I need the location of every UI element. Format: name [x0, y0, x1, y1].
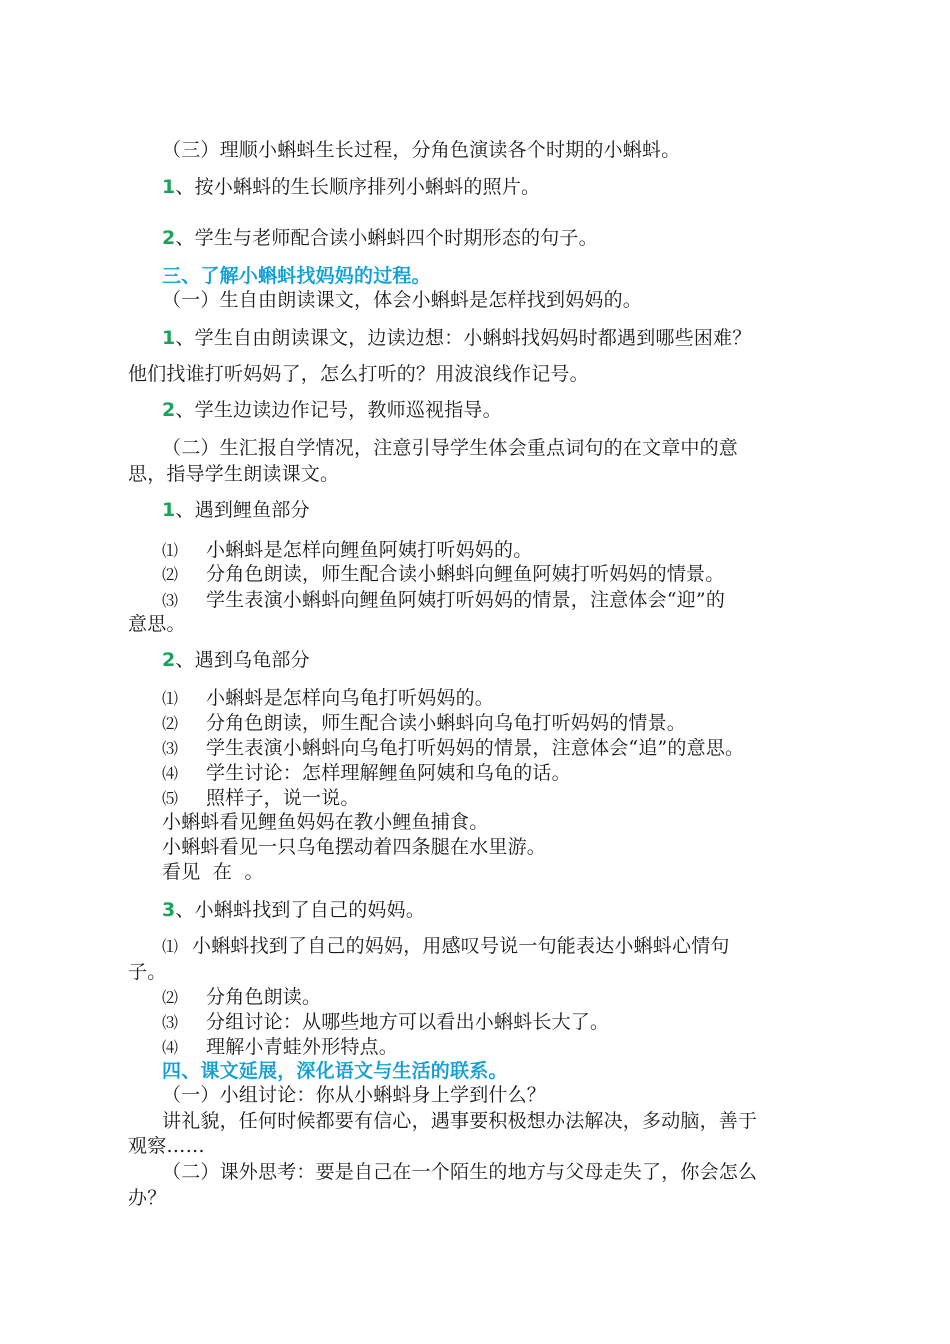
text-line: （三）理顺小蝌蚪生长过程，分角色演读各个时期的小蝌蚪。 — [162, 139, 681, 161]
item-marker: ⑵ — [162, 714, 179, 733]
text-line: （一）小组讨论：你从小蝌蚪身上学到什么？ — [162, 1084, 547, 1106]
item-text: 分组讨论：从哪些地方可以看出小蝌蚪长大了。 — [206, 1011, 610, 1033]
text-line: 思，指导学生朗读课文。 — [128, 463, 340, 485]
section-heading: 三、了解小蝌蚪找妈妈的过程。 — [162, 265, 431, 287]
item-text: 分角色朗读，师生配合读小蝌蚪向乌龟打听妈妈的情景。 — [206, 712, 687, 734]
item-text: 学生表演小蝌蚪向乌龟打听妈妈的情景，注意体会“追”的意思。 — [206, 737, 745, 759]
text-line: 他们找谁打听妈妈了，怎么打听的？用波浪线作记号。 — [128, 363, 589, 385]
item-marker: ⑸ — [162, 789, 179, 808]
item-text: 学生表演小蝌蚪向鲤鱼阿姨打听妈妈的情景，注意体会“迎”的 — [206, 589, 726, 611]
item-marker: ⑶ — [162, 591, 179, 610]
item-marker: ⑵ — [162, 565, 179, 584]
item-marker: ⑴ — [162, 937, 179, 956]
list-text: 、学生边读边作记号，教师巡视指导。 — [175, 399, 502, 421]
item-text: 小蝌蚪找到了自己的妈妈，用感叹号说一句能表达小蝌蚪心情句 — [192, 935, 730, 957]
item-marker: ⑴ — [162, 689, 179, 708]
list-text: 、学生与老师配合读小蝌蚪四个时期形态的句子。 — [175, 227, 598, 249]
item-marker: ⑶ — [162, 739, 179, 758]
list-text: 、小蝌蚪找到了自己的妈妈。 — [175, 899, 426, 921]
text-line: （一）生自由朗读课文，体会小蝌蚪是怎样找到妈妈的。 — [162, 289, 643, 311]
list-text: 、遇到鲤鱼部分 — [175, 499, 310, 521]
sub-item — [162, 985, 321, 1010]
text-line: 观察…… — [128, 1135, 205, 1157]
sub-item — [162, 761, 571, 786]
item-text: 分角色朗读。 — [206, 986, 322, 1008]
list-number: 2 — [162, 399, 176, 421]
sub-item — [162, 711, 686, 736]
item-marker: ⑶ — [162, 1013, 179, 1032]
list-item — [162, 398, 502, 422]
item-text: 小蝌蚪是怎样向乌龟打听妈妈的。 — [206, 687, 495, 709]
text-line: 看见 在 。 — [162, 861, 264, 883]
text-line: 小蝌蚪看见一只乌龟摆动着四条腿在水里游。 — [162, 836, 547, 858]
item-text: 学生讨论：怎样理解鲤鱼阿姨和乌龟的话。 — [206, 762, 571, 784]
list-item — [162, 226, 598, 250]
list-item — [162, 498, 310, 522]
text-line: 讲礼貌，任何时候都要有信心，遇事要积极想办法解决，多动脑，善于 — [162, 1110, 758, 1132]
text-line: 小蝌蚪看见鲤鱼妈妈在教小鲤鱼捕食。 — [162, 811, 489, 833]
text-line: 办？ — [128, 1187, 167, 1209]
sub-item — [162, 934, 730, 959]
list-text: 、按小蝌蚪的生长顺序排列小蝌蚪的照片。 — [175, 176, 541, 198]
item-marker: ⑵ — [162, 988, 179, 1007]
list-text: 、遇到乌龟部分 — [175, 649, 310, 671]
section-heading: 四、课文延展，深化语文与生活的联系。 — [162, 1060, 508, 1082]
list-item — [162, 898, 425, 922]
sub-item — [162, 1035, 398, 1060]
list-item — [162, 175, 540, 199]
list-text: 、学生自由朗读课文，边读边想：小蝌蚪找妈妈时都遇到哪些困难？ — [175, 327, 752, 349]
sub-item — [162, 686, 494, 711]
list-number: 1 — [162, 327, 176, 349]
item-text: 小蝌蚪是怎样向鲤鱼阿姨打听妈妈的。 — [206, 539, 533, 561]
sub-item — [162, 588, 725, 613]
item-marker: ⑷ — [162, 764, 179, 783]
sub-item — [162, 562, 724, 587]
item-text: 分角色朗读，师生配合读小蝌蚪向鲤鱼阿姨打听妈妈的情景。 — [206, 563, 725, 585]
text-line: （二）课外思考：要是自己在一个陌生的地方与父母走失了，你会怎么 — [162, 1161, 758, 1183]
list-number: 2 — [162, 649, 176, 671]
item-marker: ⑴ — [162, 541, 179, 560]
text-line: （二）生汇报自学情况，注意引导学生体会重点词句的在文章中的意 — [162, 437, 739, 459]
sub-item — [162, 538, 532, 563]
item-text: 照样子，说一说。 — [206, 787, 360, 809]
list-item — [162, 326, 751, 350]
list-number: 3 — [162, 899, 176, 921]
item-text: 理解小青蛙外形特点。 — [206, 1036, 399, 1058]
list-number: 1 — [162, 176, 176, 198]
sub-item — [162, 736, 744, 761]
sub-item — [162, 1010, 609, 1035]
item-marker: ⑷ — [162, 1038, 179, 1057]
text-line: 子。 — [128, 961, 167, 983]
sub-item — [162, 786, 360, 811]
list-number: 1 — [162, 499, 176, 521]
text-line: 意思。 — [128, 613, 186, 635]
list-item — [162, 648, 310, 672]
list-number: 2 — [162, 227, 176, 249]
